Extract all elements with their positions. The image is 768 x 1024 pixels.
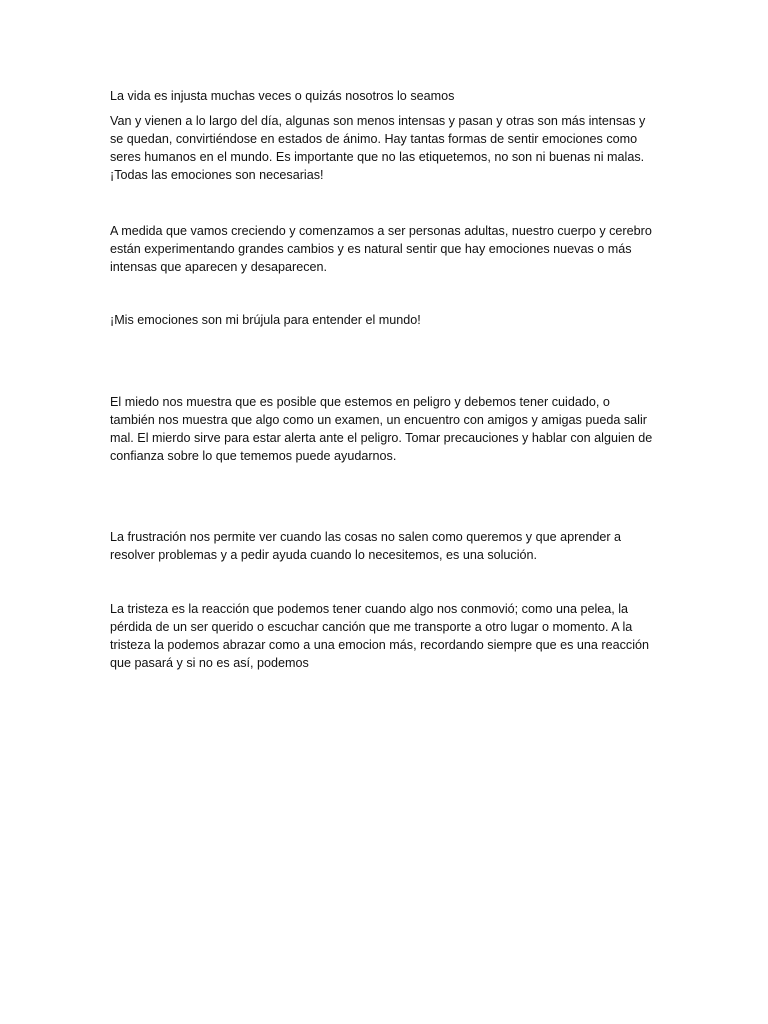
paragraph-compass: ¡Mis emociones son mi brújula para entender el mundo! — [110, 313, 421, 327]
paragraph-emotions-intro: Van y vienen a lo largo del día, algunas son menos intensas y pasan y otras son más intensas y se quedan, convirtiéndose en estados de ánimo. Hay tantas formas de sentir emociones como seres humanos en el mundo. Es importante que no las etiquetemos, no son ni buenas ni malas. ¡Todas las emociones son necesarias! — [110, 114, 646, 182]
paragraph-frustration: La frustración nos permite ver cuando las cosas no salen como queremos y que aprender a resolver problemas y a pedir ayuda cuando lo necesitemos, es una solución. — [110, 530, 622, 562]
paragraph-growing-up: A medida que vamos creciendo y comenzamos a ser personas adultas, nuestro cuerpo y cerebro están experimentando grandes cambios y es natural sentir que hay emociones nuevas o más intensas que aparecen y desaparecen. — [110, 224, 652, 274]
paragraph-fear: El miedo nos muestra que es posible que estemos en peligro y debemos tener cuidado, o también nos muestra que algo como un examen, un encuentro con amigos y amigas pueda salir mal. El mierdo sirve para estar alerta ante el peligro. Tomar precauciones y hablar con alguien de confianza sobre lo que tememos puede ayudarnos. — [110, 395, 653, 463]
document-title: La vida es injusta muchas veces o quizás nosotros lo seamos — [110, 89, 455, 103]
paragraph-sadness: La tristeza es la reacción que podemos tener cuando algo nos conmovió; como una pelea, la pérdida de un ser querido o escuchar canción que me transporte a otro lugar o momento. A la tristeza la podemos abrazar como a una emocion más, recordando siempre que es una reacción que pasará y si no es así, podemos — [110, 602, 650, 670]
